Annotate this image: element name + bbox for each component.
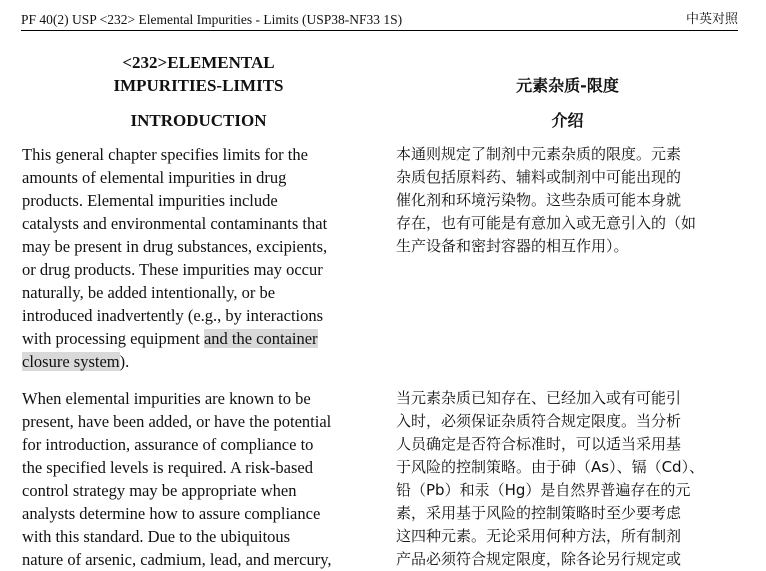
english-paragraph2-line: the specified levels is required. A risk-based bbox=[22, 458, 313, 477]
chinese-paragraph2-line: 人员确定是否符合标准时，可以适当采用基 bbox=[396, 435, 682, 453]
chinese-paragraph1-line: 催化剂和环境污染物。这些杂质可能本身就 bbox=[396, 191, 682, 209]
plain-text: ). bbox=[119, 352, 130, 371]
chinese-paragraph2-line: 这四种元素。无论采用何种方法，所有制剂 bbox=[396, 527, 682, 545]
english-paragraph2-line: with this standard. Due to the ubiquitous bbox=[22, 527, 291, 546]
chinese-paragraph2-line: 于风险的控制策略。由于砷（As）、镉（Cd）、 bbox=[396, 458, 705, 476]
english-paragraph1-line: may be present in drug substances, excipients, bbox=[22, 237, 328, 256]
english-paragraph1-line: introduced inadvertently (e.g., by interactions bbox=[22, 306, 324, 325]
english-paragraph1-line: products. Elemental impurities include bbox=[22, 191, 278, 210]
page-header bbox=[21, 10, 738, 31]
highlighted-text: closure system bbox=[22, 352, 120, 371]
english-paragraph1-line: naturally, be added intentionally, or be bbox=[22, 283, 276, 302]
chinese-paragraph2-line: 素，采用基于风险的控制策略时至少要考虑 bbox=[396, 504, 682, 522]
english-paragraph1-line: or drug products. These impurities may occur bbox=[22, 260, 323, 279]
english-section-heading: INTRODUCTION bbox=[130, 111, 267, 130]
english-paragraph2-line: for introduction, assurance of compliance to bbox=[22, 435, 314, 454]
plain-text: with processing equipment bbox=[22, 329, 204, 348]
english-paragraph1-line: This general chapter specifies limits for the bbox=[22, 145, 308, 164]
header-language-label: 中英对照 bbox=[685, 12, 738, 27]
chinese-paragraph1-line: 本通则规定了制剂中元素杂质的限度。元素 bbox=[396, 145, 682, 163]
chinese-paragraph2-line: 铅（Pb）和汞（Hg）是自然界普遍存在的元 bbox=[396, 481, 691, 499]
chinese-paragraph2-line: 当元素杂质已知存在、已经加入或有可能引 bbox=[396, 389, 682, 407]
english-paragraph2-line: analysts determine how to assure compliance bbox=[22, 504, 321, 523]
chinese-paragraph1-line: 存在，也有可能是有意加入或无意引入的（如 bbox=[396, 214, 697, 232]
highlighted-text: and the container bbox=[203, 329, 318, 348]
chinese-paragraph1-line: 杂质包括原料药、辅料或制剂中可能出现的 bbox=[396, 168, 682, 186]
english-paragraph2-line: When elemental impurities are known to be bbox=[22, 389, 311, 408]
english-paragraph1-line bbox=[22, 327, 318, 350]
english-paragraph1-line: catalysts and environmental contaminants that bbox=[22, 214, 328, 233]
chinese-paragraph2-line: 产品必须符合规定限度，除各论另行规定或 bbox=[396, 550, 682, 568]
chinese-section-heading: 介绍 bbox=[551, 111, 584, 130]
english-paragraph2-line: control strategy may be appropriate when bbox=[22, 481, 297, 500]
english-paragraph2-line: nature of arsenic, cadmium, lead, and mercury, bbox=[22, 550, 332, 569]
chinese-paragraph2-line: 入时，必须保证杂质符合规定限度。当分析 bbox=[396, 412, 682, 430]
english-chapter-title-line2: IMPURITIES-LIMITS bbox=[113, 76, 284, 95]
english-chapter-title-line1: <232>ELEMENTAL bbox=[122, 53, 275, 72]
english-paragraph1-line: amounts of elemental impurities in drug bbox=[22, 168, 287, 187]
english-paragraph2-line: present, have been added, or have the potential bbox=[22, 412, 332, 431]
english-paragraph1-line bbox=[22, 350, 129, 373]
header-document-title: PF 40(2) USP <232> Elemental Impurities - Limits (USP38-NF33 1S) bbox=[21, 12, 403, 27]
chinese-paragraph1-line: 生产设备和密封容器的相互作用）。 bbox=[396, 237, 629, 255]
chinese-chapter-title: 元素杂质-限度 bbox=[516, 76, 619, 95]
